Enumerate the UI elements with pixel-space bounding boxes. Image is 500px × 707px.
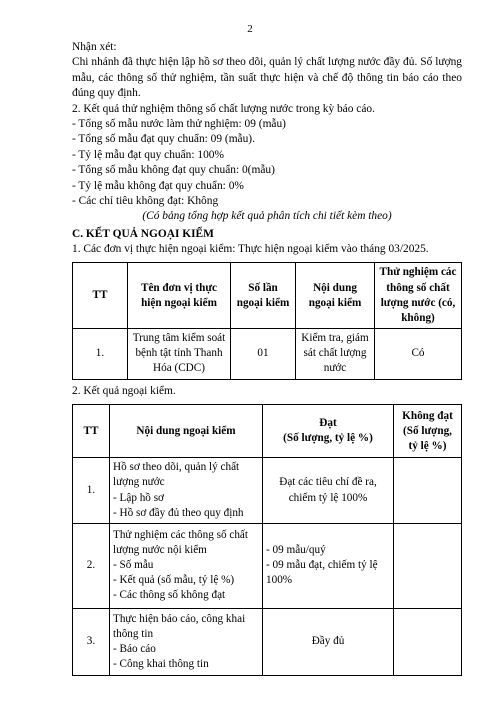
col-header-tt: TT [73,263,128,328]
table-header-row [73,263,462,328]
table-header-row [73,405,462,458]
cell-fail [394,523,462,608]
content-line: - Hồ sơ đầy đủ theo quy định [113,506,244,519]
result-item: - Tổng số mẫu nước làm thử nghiệm: 09 (mẫu) [72,117,286,130]
content-line: Thực hiện báo cáo, công khai thông tin [113,612,246,640]
col-header-count: Số lần ngoại kiểm [231,263,296,328]
cell-tt: 1. [73,458,110,523]
table-row [73,523,462,608]
section-c-heading: C. KẾT QUẢ NGOẠI KIỂM [72,227,214,240]
pass-line: - 09 mẫu/quý [266,544,326,557]
content-line: Hồ sơ theo dõi, quản lý chất lượng nước [113,461,240,489]
cell-tt: 3. [73,608,110,675]
cell-pass [263,523,394,608]
col-header-testing: Thử nghiệm các thông số chất lượng nước (có, không) [375,263,462,328]
review-label: Nhận xét: [72,41,117,53]
result-item: - Tổng số mẫu không đạt quy chuẩn: 0(mẫu) [72,164,275,177]
cell-content [110,608,263,675]
col-header-unit: Tên đơn vị thực hiện ngoại kiểm [128,263,231,328]
cell-content [110,523,263,608]
cell-pass [263,458,394,523]
content-line: - Số mẫu [113,559,154,572]
content-line: - Báo cáo [113,642,156,655]
cell-content: Kiểm tra, giám sát chất lượng nước [296,328,375,379]
col-header-tt: TT [73,405,110,458]
cell-tt: 1. [73,328,128,379]
external-inspection-units-table [72,262,462,379]
result-item: - Các chỉ tiêu không đạt: Không [72,194,219,207]
table-row [73,608,462,675]
cell-count: 01 [231,328,296,379]
document-body [72,40,462,676]
page-number: 2 [247,23,253,35]
result-item: - Tổng số mẫu đạt quy chuẩn: 09 (mẫu). [72,133,255,146]
col-header-content: Nội dung ngoại kiểm [110,405,263,458]
table-row [73,458,462,523]
result-item: - Tỷ lệ mẫu không đạt quy chuẩn: 0% [72,179,244,192]
col-header-pass: Đạt (Số lượng, tỷ lệ %) [263,405,394,458]
external-inspection-results-table [72,404,462,675]
col-header-content: Nội dung ngoại kiểm [296,263,375,328]
pass-line: Đầy đủ [311,635,345,648]
content-line: Thử nghiệm các thông số chất lượng nước nội kiểm [113,528,248,557]
content-line: - Các thông số không đạt [113,589,226,602]
table-row [73,328,462,379]
results-heading: 2. Kết quả thử nghiệm thông số chất lượng nước trong kỳ báo cáo. [72,102,375,115]
cell-unit: Trung tâm kiểm soát bệnh tật tỉnh Thanh Hóa (CDC) [128,328,231,379]
attachment-note: (Có bảng tổng hợp kết quả phân tích chi tiết kèm theo) [142,210,392,223]
col-header-fail: Không đạt (Số lượng, tỷ lệ %) [394,405,462,458]
external-inspection-units: 1. Các đơn vị thực hiện ngoại kiểm: Thực hiện ngoại kiểm vào tháng 03/2025. [72,243,429,256]
content-line: - Kết quả (số mẫu, tỷ lệ %) [113,574,235,587]
pass-line: - 09 mẫu đạt, chiếm tỷ lệ 100% [266,559,378,587]
pass-line: Đạt các tiêu chí đề ra, chiếm tỷ lệ 100% [279,476,377,504]
cell-fail [394,608,462,675]
result-item: - Tỷ lệ mẫu đạt quy chuẩn: 100% [72,148,224,161]
cell-pass [263,608,394,675]
review-paragraph: Chi nhánh đã thực hiện lập hồ sơ theo dõi, quản lý chất lượng nước đầy đủ. Số lượng mẫu, các thông số thử nghiệm, tần suất thực hiện và chế độ thông tin báo cáo theo đúng quy định. [72,56,462,100]
cell-testing: Có [375,328,462,379]
content-line: - Công khai thông tin [113,657,209,670]
cell-fail [394,458,462,523]
cell-content [110,458,263,523]
external-inspection-results: 2. Kết quả ngoại kiểm. [72,384,176,397]
content-line: - Lập hồ sơ [113,491,164,504]
cell-tt: 2. [73,523,110,608]
